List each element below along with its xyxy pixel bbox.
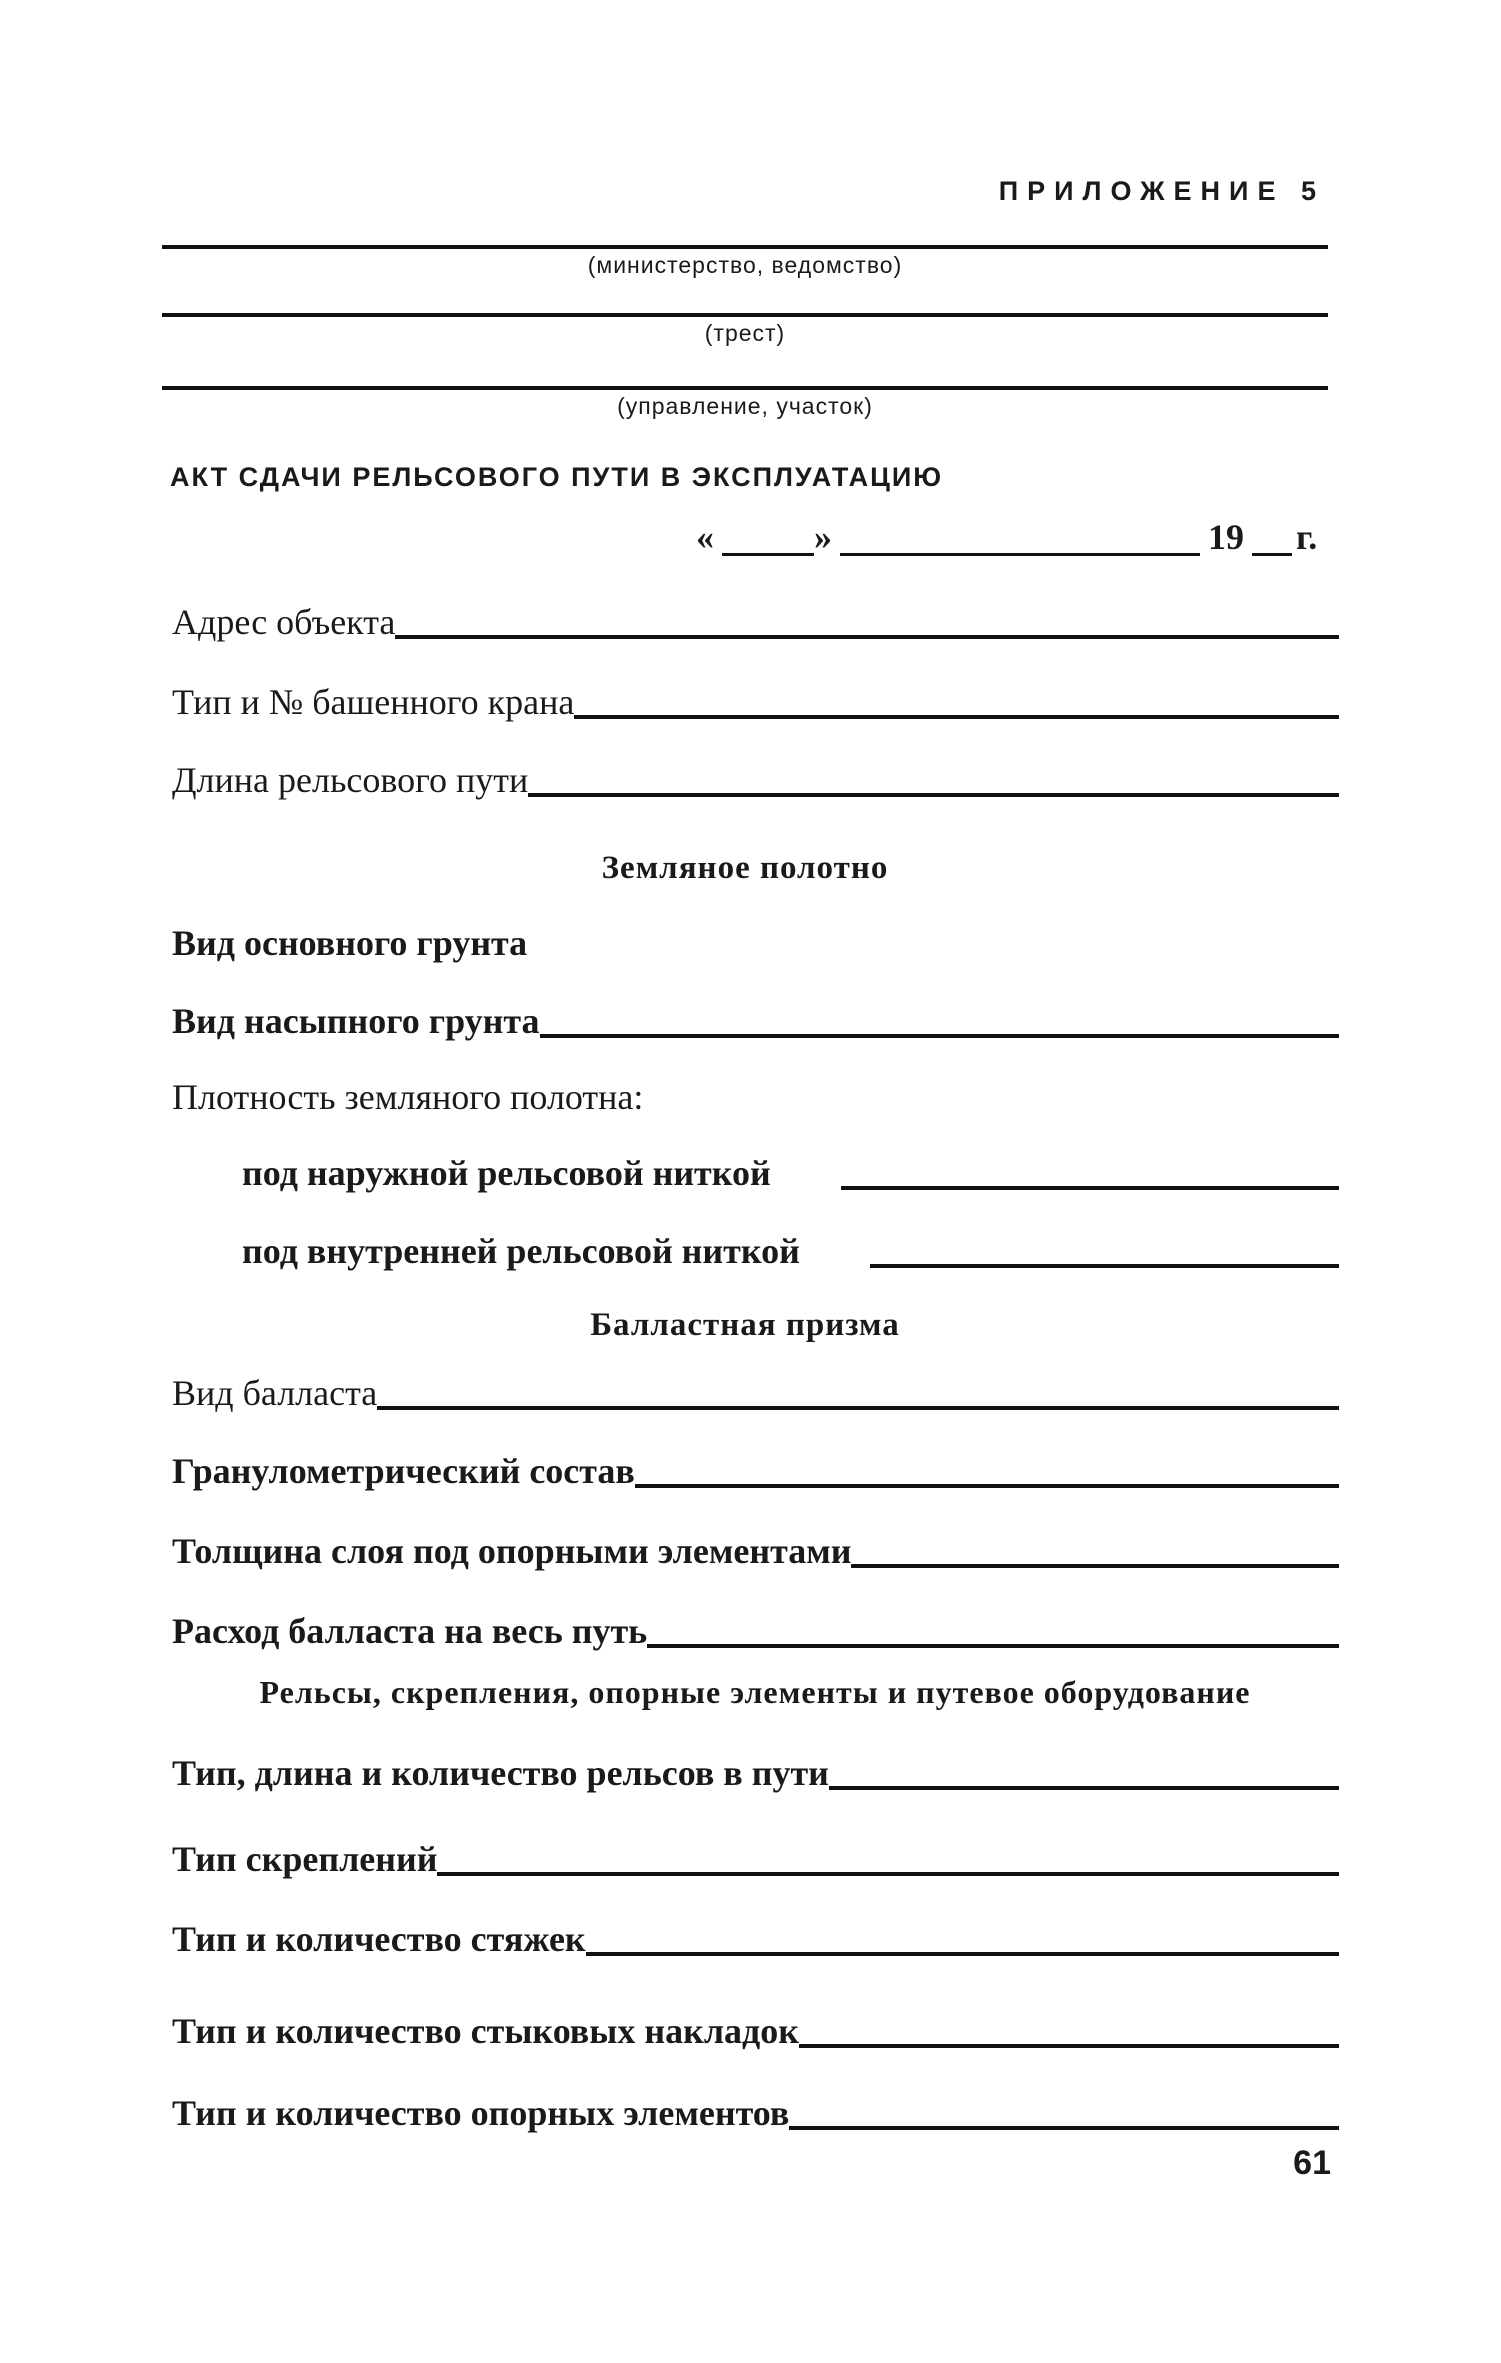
appendix-heading: ПРИЛОЖЕНИЕ 5 [998, 176, 1325, 206]
year-prefix: 19 [1208, 517, 1244, 557]
field-label: Плотность земляного полотна: [172, 1077, 644, 1117]
field-blank[interactable] [829, 1786, 1339, 1790]
section-title-earth: Земляное полотно [601, 850, 889, 886]
field-outer-rail [242, 1148, 1339, 1196]
field-label: под внутренней рельсовой ниткой [242, 1231, 800, 1271]
field-density [172, 1072, 1339, 1120]
month-blank[interactable] [840, 553, 1200, 556]
field-label: Тип, длина и количество рельсов в пути [172, 1753, 829, 1793]
field-blank[interactable] [647, 1644, 1339, 1648]
ministry-caption: (министерство, ведомство) [587, 252, 903, 278]
field-ties [172, 1914, 1339, 1962]
field-blank[interactable] [851, 1564, 1339, 1568]
field-label: под наружной рельсовой ниткой [242, 1153, 771, 1193]
field-blank[interactable] [395, 635, 1339, 639]
date-close-quote: » [814, 517, 832, 557]
field-label: Тип и количество опорных элементов [172, 2093, 790, 2133]
field-blank[interactable] [841, 1186, 1339, 1190]
field-label: Вид балласта [172, 1373, 378, 1413]
section-title-ballast: Балластная призма [590, 1307, 900, 1343]
field-label: Тип и количество стяжек [172, 1919, 586, 1959]
field-label: Адрес объекта [172, 602, 396, 642]
year-suffix: г. [1296, 517, 1318, 557]
field-ballast-consumption [172, 1606, 1339, 1654]
field-blank[interactable] [377, 1406, 1339, 1410]
field-blank[interactable] [870, 1264, 1339, 1268]
field-label: Гранулометрический состав [172, 1451, 635, 1491]
department-caption: (управление, участок) [617, 393, 873, 419]
field-crane-type [172, 677, 1339, 725]
field-joint-plates [172, 2006, 1339, 2054]
field-blank[interactable] [799, 2044, 1339, 2048]
field-label: Тип и количество стыковых накладок [172, 2011, 799, 2051]
field-label: Тип и № башенного крана [172, 682, 575, 722]
date-line [690, 517, 1330, 564]
field-blank[interactable] [574, 715, 1339, 719]
field-blank[interactable] [528, 793, 1339, 797]
field-label: Расход балласта на весь путь [172, 1611, 648, 1651]
field-label: Вид насыпного грунта [172, 1001, 540, 1041]
field-blank[interactable] [789, 2126, 1339, 2130]
field-label: Толщина слоя под опорными элементами [172, 1531, 852, 1571]
ministry-line [162, 245, 1328, 249]
field-track-length [172, 755, 1339, 803]
field-blank[interactable] [586, 1952, 1339, 1956]
field-blank[interactable] [635, 1484, 1339, 1488]
field-inner-rail [242, 1226, 1339, 1274]
field-support-elements [172, 2088, 1339, 2136]
date-open-quote: « [696, 517, 714, 557]
field-ballast-type [172, 1368, 1339, 1416]
field-fastenings [172, 1834, 1339, 1882]
field-object-address [172, 597, 1339, 645]
department-line [162, 386, 1328, 390]
field-base-soil [172, 918, 1339, 966]
field-rails [172, 1748, 1339, 1796]
field-layer-thickness [172, 1526, 1339, 1574]
field-label: Вид основного грунта [172, 923, 528, 963]
section-title-rails: Рельсы, скрепления, опорные элементы и путевое оборудование [259, 1674, 1251, 1710]
trust-caption: (трест) [704, 320, 786, 346]
document-title: АКТ СДАЧИ РЕЛЬСОВОГО ПУТИ В ЭКСПЛУАТАЦИЮ [170, 462, 944, 492]
trust-line [162, 313, 1328, 317]
day-blank[interactable] [722, 553, 814, 556]
year-blank[interactable] [1252, 553, 1292, 556]
field-blank[interactable] [437, 1872, 1339, 1876]
page-number: 61 [1293, 2144, 1331, 2182]
field-label: Длина рельсового пути [172, 760, 529, 800]
field-blank[interactable] [540, 1034, 1340, 1038]
field-granulometry [172, 1446, 1339, 1494]
field-label: Тип скреплений [172, 1839, 438, 1879]
field-fill-soil [172, 996, 1339, 1044]
